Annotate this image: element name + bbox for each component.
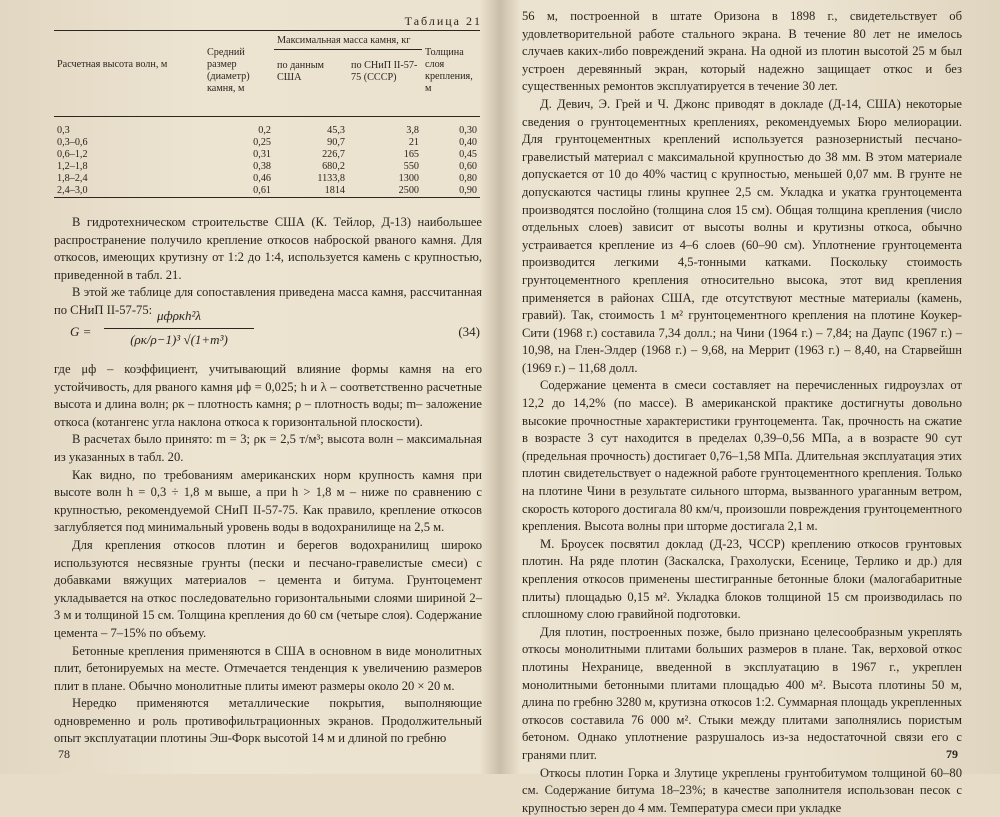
paragraph: В гидротехническом строительстве США (К. Тейлор, Д-13) наибольшее распространение получило крепление откосов наброской рваного камня. Для откосов, имеющих крутизну от 1:2 до 1:4, используется камень с крупностью, приведенной в табл. 21. xyxy=(54,215,482,282)
col-header-size: Средний размер (диаметр) камня, м xyxy=(204,31,274,117)
paragraph: Д. Девич, Э. Грей и Ч. Джонс приводят в докладе (Д-14, США) некоторые сведения о грунтоцементных креплениях, рекомендуемых Бюро мелиорации. Для грунтоцементных креплений используется разнозернистый песчано-гравелистый материал с максимальной крупностью до 38 мм. В этом материале допускается от 10 до 40% частиц с крупностью, меньшей 0,07 мм. В грунте не допускаются частицы глины крупнее 2,5 см. Укладка и укатка грунтоцемента производятся послойно (толщина слоя 15 см). Общая толщина крепления (число отдельных слоев) зависит от высоты волны и крутизны откоса, обычно устраивается крепление из 4–6 слоев (60–90 см). Уплотнение грунтоцемента производится легкими 4,5-тонными катками. Поскольку стоимость грунтоцементного крепления относительно высока, этот вид крепления применяется в районах США, где отсутствуют местные материалы (камень, гравий). Так, стоимость 1 м² грунтоцементного крепления на плотине Коукер-Сити (1968 г.) составила 7,34 долл.; на Чини (1964 г.) – 7,84; на Даупс (1967 г.) – 10,98, на Глен-Элдер (1968 г.) – 9,68, на Меррит (1963 г.) – 8,40, на Старвейшн (1969 г.) – 11,68 долл. xyxy=(522,96,962,375)
paragraph: Как видно, по требованиям американских норм крупность камня при высоте волн h = 0,3 ÷ 1,8 м выше, а при h > 1,8 м – ниже по сравнению с крупностью, рекомендуемой СНиП II-57-75. Как правило, крепление откосов заглубляется под минимальный уровень воды в водохранилище на 2,5 м. xyxy=(54,467,482,535)
formula-number: (34) xyxy=(458,324,480,339)
col-header-mass-snip: по СНиП II-57-75 (СССР) xyxy=(348,50,422,117)
paragraph: В расчетах было принято: m = 3; ρк = 2,5 т/м³; высота волн – максимальная из указанных в табл. 20. xyxy=(54,432,482,464)
paragraph: Для плотин, построенных позже, было признано целесообразным укреплять откосы монолитными плитами больших размеров в плане. Так, верховой откос плотины Нехранице, введенной в эксплуатацию в 1967 г., укреплен монолитными бетонными плитами площадью 400 м². Высота плотины 50 м, длина по гребню 3280 м, крутизна откосов 1:2. Суммарная площадь укрепленных откосов составила 76 000 м². Стыки между плитами заполнялись пористым бетоном. Однако уплотнение разрушалось из-за недостаточной связи его с гранями плит. xyxy=(522,624,962,762)
table-row: 1,8–2,4 0,46 1133,8 1300 0,80 xyxy=(57,173,477,184)
paragraph: М. Броусек посвятил доклад (Д-23, ЧССР) креплению откосов грунтовых плотин. На ряде плотин (Заскалска, Грахолуски, Есенице, Терлико и др.) для крепления откосов применены шестигранные бетонные блоки (малогабаритные плиты) площадью 0,15 м². Укладка блоков толщиной 15 см производилась по сплошному слою гравийной подготовки. xyxy=(522,536,962,622)
paragraph: Бетонные крепления применяются в США в основном в виде монолитных плит, бетонируемых на месте. Отмечается тенденция к увеличению размеров плит в плане. Обычно монолитные плиты имеют размеры около 20 × 20 м. xyxy=(54,643,482,693)
col-header-wave: Расчетная высота волн, м xyxy=(54,31,204,117)
table-row: 0,6–1,2 0,31 226,7 165 0,45 xyxy=(57,149,477,160)
formula-denominator: (ρк/ρ−1)³ √(1+m³) xyxy=(130,332,228,347)
paragraph: где μф – коэффициент, учитывающий влияние формы камня на его устойчивость, для рваного камня μф = 0,025; h и λ – соответственно расчетные высота и длина волн; ρк – плотность камня; ρ – плотность воды; m– заложение откоса (котангенс угла наклона откоса к горизонтальной плоскости). xyxy=(54,362,482,429)
col-header-mass: Максимальная масса камня, кг xyxy=(274,31,422,50)
table-caption: Таблица 21 xyxy=(404,14,482,28)
table-row: 1,2–1,8 0,38 680,2 550 0,60 xyxy=(57,161,477,172)
paragraph: Для крепления откосов плотин и берегов водохранилищ широко используются несвязные грунты (пески и песчано-гравелистые смеси) с добавками вяжущих материалов – цемента и битума. Грунтоцемент укладывается на откос последовательно горизонтальными слоями шириной 2–3 м и толщиной 15 см. Толщина крепления до 60 см (четыре слоя). Содержание цемента – 7–15% по объему. xyxy=(54,537,482,640)
table-row: 0,3 0,2 45,3 3,8 0,30 xyxy=(57,125,477,136)
left-text-lower xyxy=(54,361,482,748)
left-text-upper xyxy=(54,214,482,320)
right-text xyxy=(522,8,962,817)
paragraph: Содержание цемента в смеси составляет на перечисленных гидроузлах от 12,2 до 14,2% (по массе). В американской практике достигнуты довольно высокие прочностные характеристики грунтоцемента. Так, прочность на сжатие в возрасте 3 сут находится в пределах 0,39–0,56 МПа, а в возрасте 90 сут (предельная прочность) достигает 0,76–1,58 МПа. Длительная эксплуатация этих плотин свидетельствует о надежной работе грунтоцементного крепления. Только на плотине Чини в результате сильного шторма, вызванного ураганным ветром, скорость которого достигала 80 км/ч, произошли повреждения грунтоцементного крепления. Высота волны при шторме достигала 2,1 м. xyxy=(522,378,962,534)
formula-34 xyxy=(70,308,480,358)
table-row: 0,3–0,6 0,25 90,7 21 0,40 xyxy=(57,137,477,148)
table-21 xyxy=(54,30,480,198)
col-header-thickness: Толщина слоя крепления, м xyxy=(422,31,480,117)
formula-numerator: μфρкh²λ xyxy=(156,308,202,323)
table-row: 2,4–3,0 0,61 1814 2500 0,90 xyxy=(54,185,480,198)
paragraph: В этой же таблице для сопоставления приведена масса камня, рассчитанная по СНиП II-57-75: xyxy=(54,285,482,317)
right-page xyxy=(500,0,1000,815)
formula-lhs: G = xyxy=(70,324,92,339)
left-page xyxy=(0,0,500,774)
page-number-left: 78 xyxy=(58,747,70,761)
paragraph: 56 м, построенной в штате Оризона в 1898 г., свидетельствует об удовлетворительной работе стального экрана. В течение 80 лет не имелось случаев каких-либо повреждений экрана. На одной из плотин высотой 25 м был устроен деревянный экран, который надежно защищает откос и без существенных ремонтов эксплуатируется в течение 30 лет. xyxy=(522,9,962,94)
formula-fraction-bar xyxy=(104,328,254,329)
col-header-mass-usa: по данным США xyxy=(274,50,348,117)
page-number-right: 79 xyxy=(946,747,958,761)
paragraph: Откосы плотин Горка и Злутице укреплены грунтобитумом толщиной 60–80 см. Содержание битума 18–23%; в качестве заполнителя использован песок с крупностью зерен до 4 мм. Температура смеси при укладке xyxy=(522,765,962,815)
paragraph: Нередко применяются металлические покрытия, выполняющие одновременно и роль противофильтрационных экранов. Продолжительный опыт эксплуатации плотины Эш-Форк высотой 14 м и длиной по гребню xyxy=(54,696,482,746)
